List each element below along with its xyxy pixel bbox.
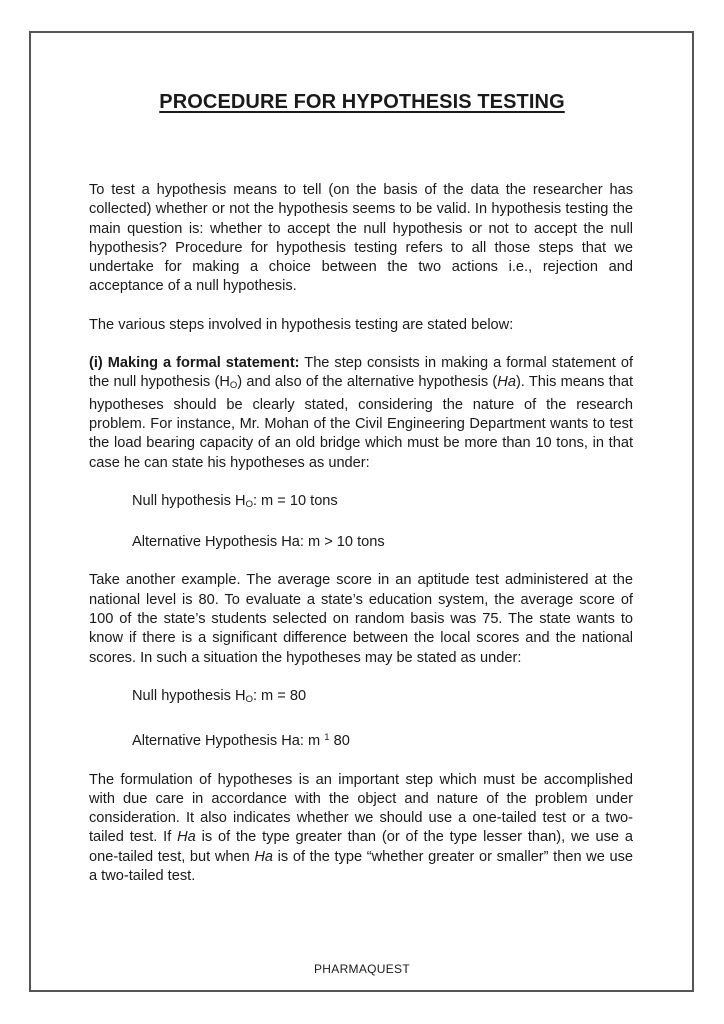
- eq2-alt-prefix: Alternative Hypothesis Ha: m: [132, 733, 325, 750]
- eq1-null-prefix: Null hypothesis H: [132, 492, 246, 509]
- step1-text-c: ). This means that hypotheses should be clearly stated, considering the nature of the research problem. For instance, Mr. Mohan of the Civil Engineering Department wants to test the load bearing capacity of an old bridge which must be more than 10 tons, in that case he can state his hypotheses as under:: [89, 374, 633, 471]
- eq1-null-sub: O: [245, 498, 253, 510]
- eq2-null-prefix: Null hypothesis H: [132, 687, 246, 704]
- eq1-alt: Alternative Hypothesis Ha: m > 10 tons: [132, 534, 385, 551]
- intro-paragraph: To test a hypothesis means to tell (on the basis of the data the researcher has collected) whether or not the hypothesis seems to be valid. In hypothesis testing the main question is: whether to accept the null hypothesis or not to accept the null hypothesis? Procedure for hypothesis testing refers to all those steps that we undertake for making a choice between the two actions i.e., rejection and acceptance of a null hypothesis.: [89, 182, 633, 295]
- step1-subscript-o: O: [229, 380, 238, 392]
- step1-paragraph: [89, 354, 633, 473]
- example2-paragraph: Take another example. The average score in an aptitude test administered at the national level is 80. To evaluate a state’s education system, the average score of 100 of the state’s students selected on random basis was 75. The state wants to know if there is a significant difference between the local scores and the national scores. In such a situation the hypotheses may be stated as under:: [89, 572, 633, 666]
- page-footer: PHARMAQUEST: [314, 962, 410, 976]
- page-title: PROCEDURE FOR HYPOTHESIS TESTING: [159, 91, 565, 113]
- steps-intro-paragraph: The various steps involved in hypothesis testing are stated below:: [89, 316, 514, 333]
- formulation-paragraph: [89, 771, 633, 887]
- eq1-null-suffix: : m = 10 tons: [252, 492, 338, 509]
- formulation-text-a: The formulation of hypotheses is an important step which must be accomplished with due care in accordance with the object and nature of the problem under consideration. It also indicates whether we should use a one-tailed test or a two-tailed test. If: [89, 771, 633, 846]
- eq2-alt: [89, 728, 633, 751]
- eq2-alt-suffix: 80: [329, 733, 350, 750]
- eq2-null-sub: O: [245, 693, 253, 705]
- step1-text-a: The step consists in making a formal statement of the null hypothesis (H: [89, 355, 634, 391]
- eq2-null: [89, 687, 633, 709]
- formulation-text-c: is of the type “whether greater or smaller” then we use a two-tailed test.: [89, 848, 634, 885]
- eq2-null-suffix: : m = 80: [252, 687, 307, 704]
- document-body: [89, 181, 633, 886]
- step1-heading: (i) Making a formal statement:: [89, 355, 300, 372]
- formulation-ha-1: Ha: [177, 829, 196, 846]
- step1-text-b: ) and also of the alternative hypothesis (: [237, 374, 498, 391]
- formulation-ha-2: Ha: [254, 848, 274, 865]
- formulation-text-b: is of the type greater than (or of the type lesser than), we use a one-tailed test, but when: [89, 829, 633, 865]
- eq2-alt-sup: 1: [324, 732, 330, 744]
- step1-ha: Ha: [497, 374, 516, 391]
- eq1-null: [89, 492, 633, 514]
